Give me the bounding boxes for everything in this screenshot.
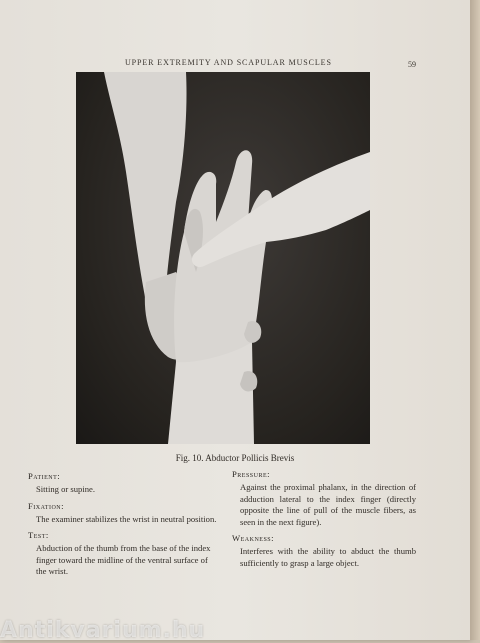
watermark: Antikvarium.hu [0,618,206,643]
text-weakness: Interferes with the ability to abduct the thumb sufficiently to grasp a large object. [240,546,416,568]
hands-illustration [76,72,370,444]
examiner-right-hand [192,152,370,267]
heading-fixation: Fixation: [28,500,64,511]
text-fixation: The examiner stabilizes the wrist in neutral position. [36,513,217,524]
text-test: Abduction of the thumb from the base of the index finger toward the midline of the ventral surface of the wrist. [36,543,211,576]
text-patient: Sitting or supine. [36,484,95,494]
page-edge [470,0,480,640]
heading-pressure: Pressure: [232,469,271,479]
left-column [28,471,218,583]
text-pressure: Against the proximal phalanx, in the direction of adduction lateral to the index finger (directly opposite the line of pull of the muscle fibers, as seen in the next figure). [240,482,416,527]
running-head: UPPER EXTREMITY AND SCAPULAR MUSCLES [125,58,332,67]
examiner-forearm [104,72,187,302]
heading-weakness: Weakness: [232,533,275,543]
heading-patient: Patient: [28,471,61,481]
right-column [232,469,416,574]
figure-caption: Fig. 10. Abductor Pollicis Brevis [175,453,295,463]
figure-photograph [76,72,370,444]
page-number: 59 [408,60,416,69]
heading-test: Test: [28,530,49,540]
